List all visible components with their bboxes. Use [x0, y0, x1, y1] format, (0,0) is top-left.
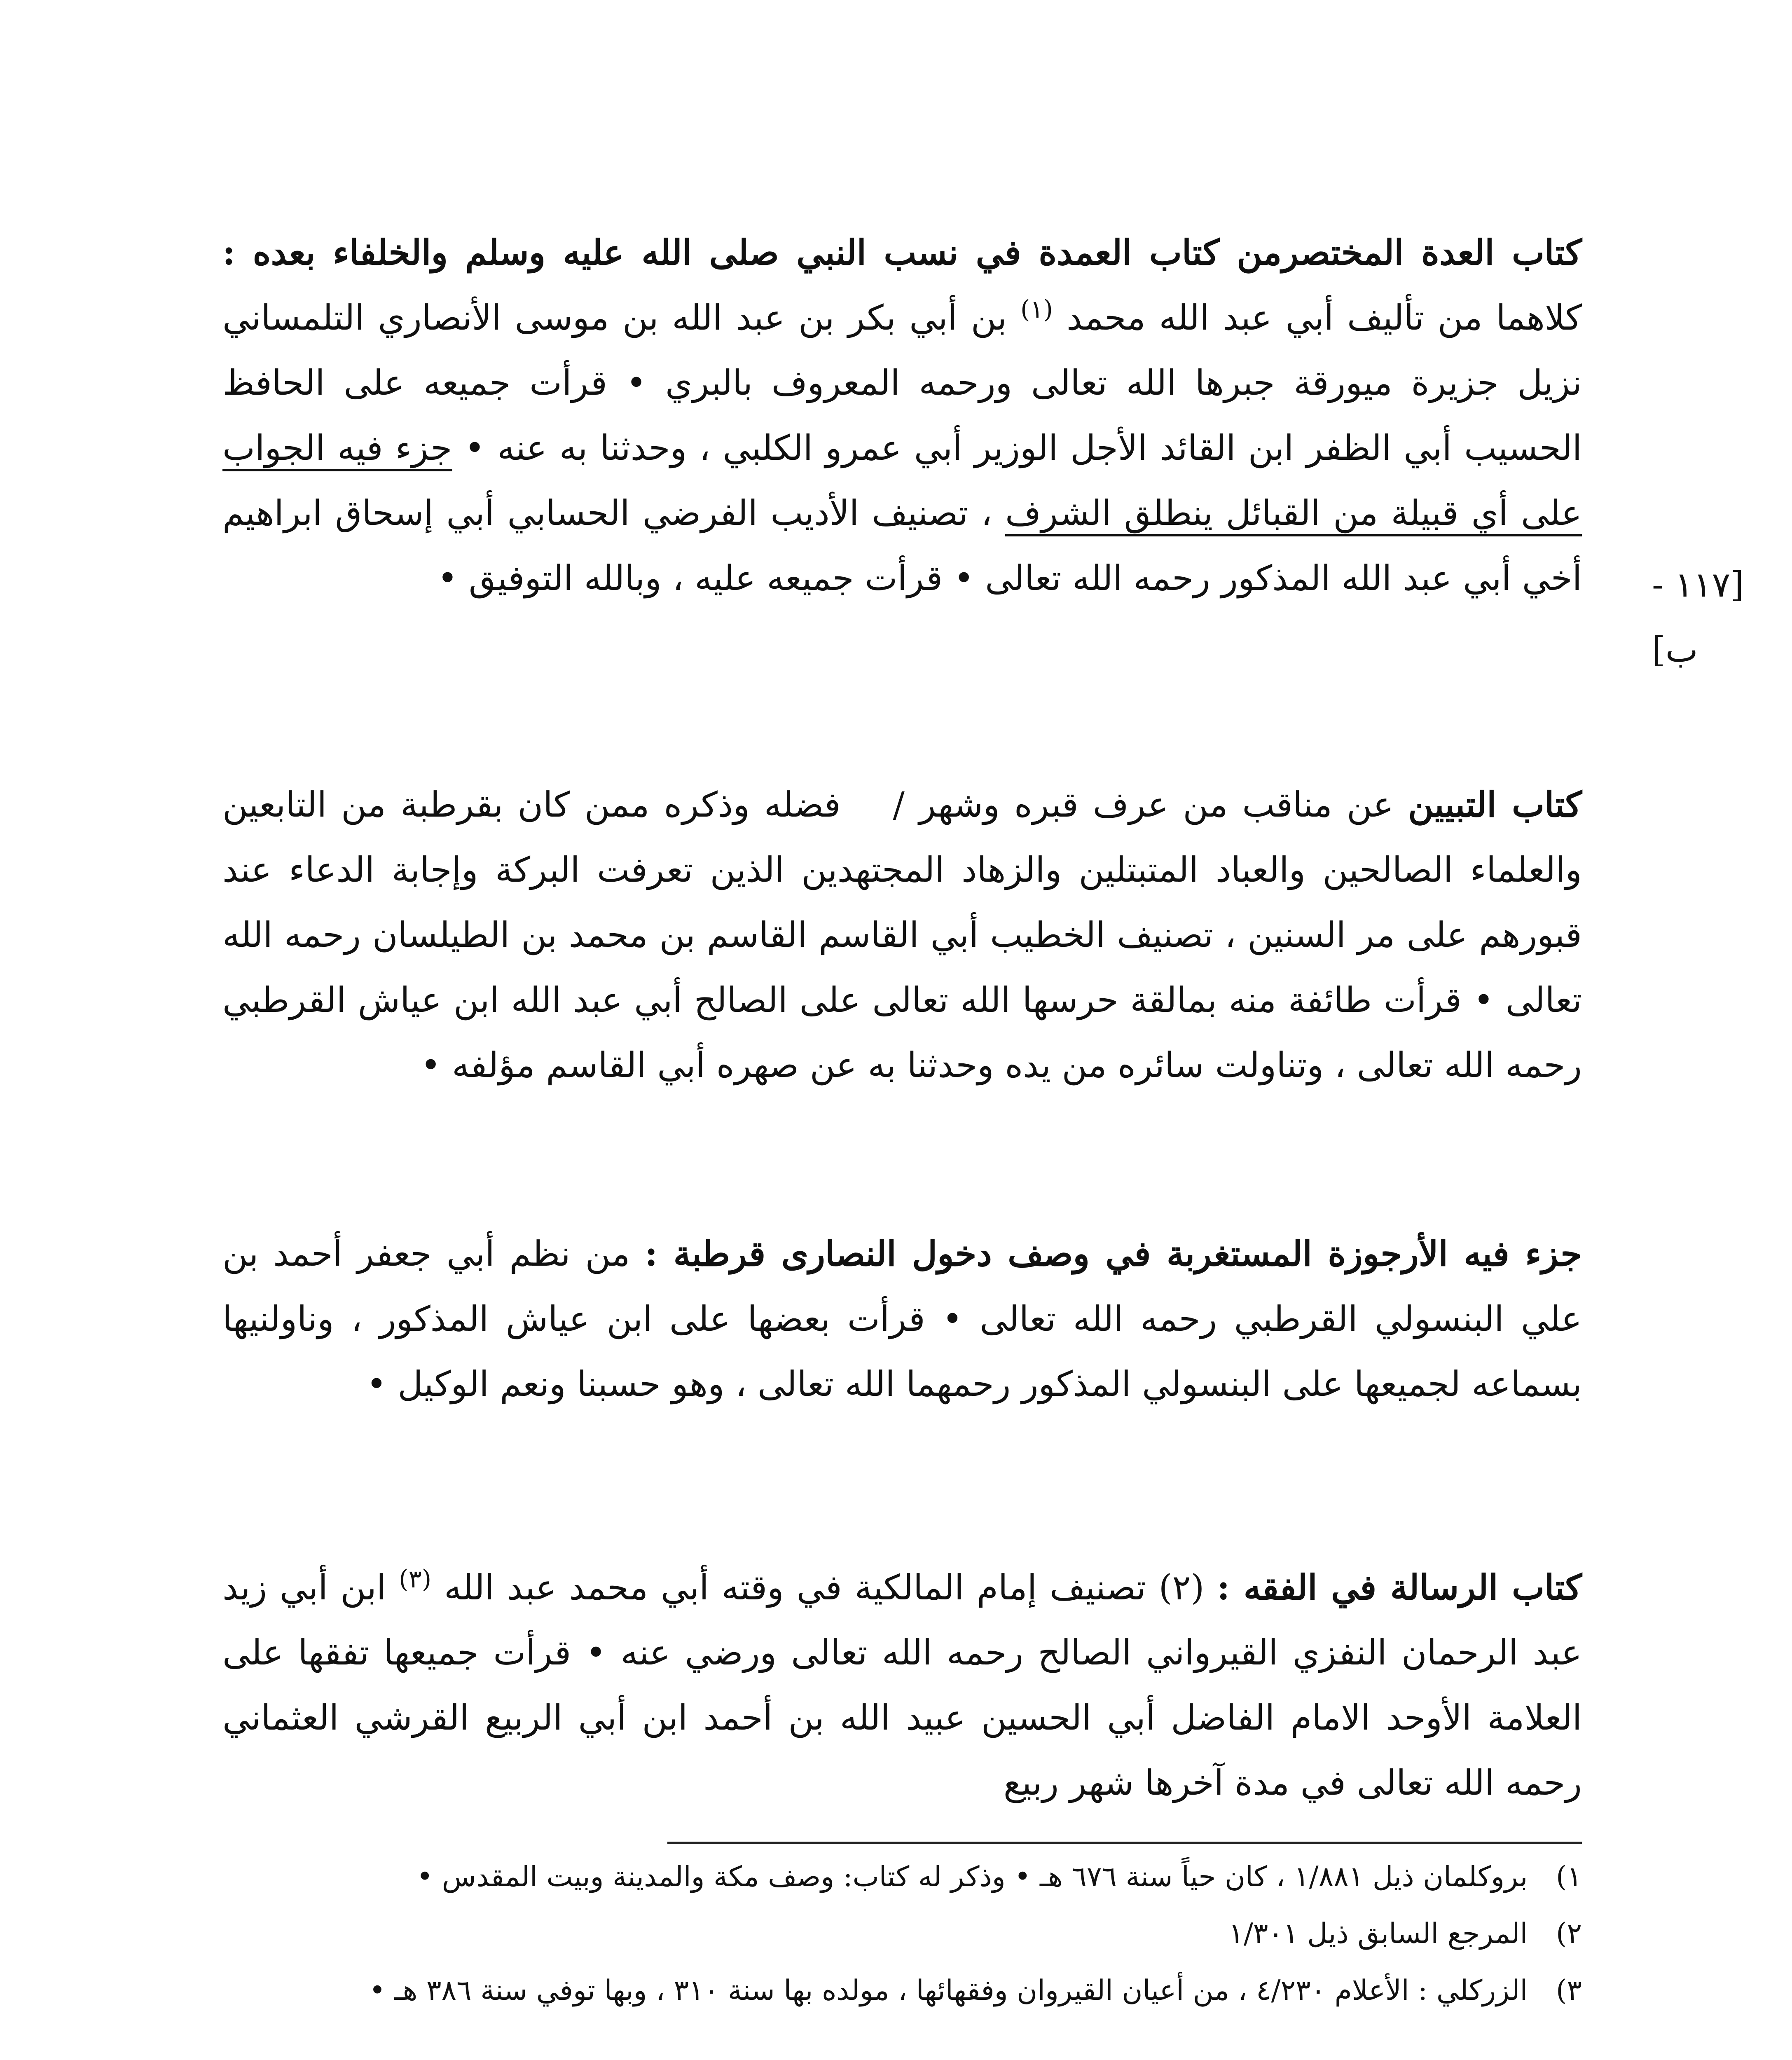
entry-title: كتاب العدة المختصرمن كتاب العمدة في نسب النبي صلى الله عليه وسلم والخلفاء بعده : [222, 232, 1582, 273]
footnote-text: بروكلمان ذيل ١/٨٨١ ، كان حياً سنة ٦٧٦ هـ • وذكر له كتاب: وصف مكة والمدينة وبيت المقدس • [416, 1861, 1528, 1893]
entry-kitab-al-udda [222, 220, 1582, 611]
entry-kitab-al-tabyin [222, 772, 1582, 1098]
entry-kitab-al-risala [222, 1555, 1582, 1815]
footnote-number: ٣) [1556, 1974, 1582, 2007]
footnote-ref[interactable]: (٣) [399, 1565, 432, 1594]
footnote-text: المرجع السابق ذيل ١/٣٠١ [1228, 1917, 1528, 1950]
entry-text: بن أبي بكر بن عبد الله بن موسى الأنصاري التلمساني نزيل جزيرة ميورقة جبرها الله تعالى ورحمه المعروف بالبري • قرأت جميعه على الحافظ الحسيب أبي الظفر ابن القائد الأجل الوزير أبي عمرو الكلبي ، وحدثنا به عنه • [222, 297, 1582, 468]
folio-break-slash: / [893, 784, 905, 825]
entry-urjuza [222, 1221, 1582, 1416]
entry-title: كتاب التبيين [1408, 784, 1582, 825]
footnote-number: ٢) [1556, 1917, 1582, 1950]
entry-text: فضله وذكره ممن كان بقرطبة من التابعين والعلماء الصالحين والعباد المتبتلين والزهاد المجتهدين الذين تعرفت البركة وإجابة الدعاء عند قبورهم على مر السنين ، تصنيف الخطيب أبي القاسم القاسم بن محمد بن الطيلسان رحمه الله تعالى • قرأت طائفة منه بمالقة حرسها الله تعالى على الصالح أبي عبد الله ابن عياش القرطبي رحمه الله تعالى ، وتناولت سائره من يده وحدثنا به عن صهره أبي القاسم مؤلفه • [222, 784, 1582, 1085]
entry-text: ، تصنيف الأديب الفرضي الحسابي أبي إسحاق ابراهيم أخي أبي عبد الله المذكور رحمه الله تعالى • قرأت جميعه عليه ، وبالله التوفيق • [222, 493, 1582, 598]
entry-title: جزء فيه الأرجوزة المستغربة في وصف دخول النصارى قرطبة : [645, 1233, 1582, 1274]
entry-text: كلاهما من تأليف أبي عبد الله محمد [1066, 297, 1582, 338]
footnote [222, 1968, 1582, 2014]
footnote [222, 1911, 1582, 1957]
entry-text: تصنيف إمام المالكية في وقته أبي محمد عبد الله [444, 1567, 1146, 1608]
footnote-text: الزركلي : الأعلام ٤/٢٣٠ ، من أعيان القيروان وفقهائها ، مولده بها سنة ٣١٠ ، وبها توفي سنة ٣٨٦ هـ • [369, 1974, 1528, 2007]
folio-margin-note: [١١٧ - ب] [1652, 564, 1744, 670]
footnote-divider [667, 1842, 1582, 1844]
footnote-ref[interactable]: (٢) [1158, 1567, 1205, 1608]
entry-text: من نظم أبي جعفر أحمد بن علي البنسولي القرطبي رحمه الله تعالى • قرأت بعضها على ابن عياش المذكور ، وناولنيها بسماعه لجميعها على البنسولي المذكور رحمهما الله تعالى ، وهو حسبنا ونعم الوكيل • [222, 1234, 1582, 1404]
entry-title: كتاب الرسالة في الفقه : [1217, 1567, 1582, 1608]
footnote-number: ١) [1556, 1861, 1582, 1893]
underlined-title: جزء فيه الجواب على أي قبيلة من القبائل ينطلق الشرف [222, 428, 1582, 533]
footnote-ref[interactable]: (١) [1020, 295, 1053, 324]
footnotes [222, 1854, 1582, 2025]
entry-text: ابن أبي زيد عبد الرحمان النفزي القيرواني الصالح رحمه الله تعالى ورضي عنه • قرأت جميعها تفقها على العلامة الأوحد الامام الفاضل أبي الحسين عبيد الله بن أحمد ابن أبي الربيع القرشي العثماني رحمه الله تعالى في مدة آخرها شهر ربيع [222, 1567, 1582, 1803]
footnote [222, 1854, 1582, 1900]
entry-text: عن مناقب من عرف قبره وشهر [919, 784, 1394, 825]
page-body [222, 185, 1582, 2060]
